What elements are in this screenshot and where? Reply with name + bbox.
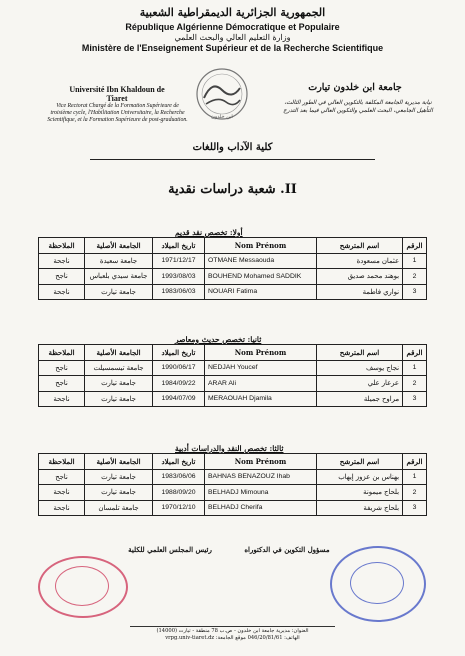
cell-fr-name: BAHNAS BENAZOUZ Ihab xyxy=(205,469,317,485)
cell-fr-name: BOUHEND Mohamed SADDIK xyxy=(205,269,317,285)
col-ar-name: اسم المترشح xyxy=(317,238,403,254)
cell-origin: جامعة تيسمسيلت xyxy=(85,360,153,376)
cell-origin: جامعة سيدي بلعباس xyxy=(85,269,153,285)
cell-ar-name: بلحاج ميمونة xyxy=(317,485,403,501)
cell-num: 3 xyxy=(403,500,427,516)
cell-origin: جامعة تيارت xyxy=(85,469,153,485)
cell-num: 3 xyxy=(403,284,427,300)
cell-origin: جامعة تيارت xyxy=(85,376,153,392)
faculty-title: كلية الآداب واللغات xyxy=(192,142,273,153)
group-2-title: ثانيا: تخصص حديث ومعاصر xyxy=(175,335,262,344)
group-1-table xyxy=(38,237,427,300)
table-header-row xyxy=(39,454,427,470)
vice-rectorat-fr: Vice Rectorat Chargé de la Formation Supérieure de troisième cycle, l'Habilitation Universitaire, la Recherche Scientifique, et la Formation Supérieure de post-graduation. xyxy=(47,103,188,123)
cell-num: 2 xyxy=(403,269,427,285)
cell-birth: 1984/09/22 xyxy=(153,376,205,392)
cell-birth: 1970/12/10 xyxy=(153,500,205,516)
footer-line-2: الهاتف: 046/20/81/61 موقع الجامعة: vrpg.univ-tiaret.dz xyxy=(165,635,300,641)
col-origin: الجامعة الأصلية xyxy=(85,345,153,361)
signature-doctorate-officer: مسؤول التكوين في الدكتوراه xyxy=(244,545,330,554)
section-title: II. شعبة دراسات نقدية xyxy=(168,182,297,197)
cell-note: ناجح xyxy=(39,469,85,485)
col-note: الملاحظة xyxy=(39,454,85,470)
vice-rectorat-ar: نيابة مديرية الجامعة المكلفة بالتكوين العالي في الطور الثالث، التأهيل الجامعي، البحث العلمي والتكوين العالي فيما بعد التدرج xyxy=(283,100,433,114)
col-note: الملاحظة xyxy=(39,238,85,254)
col-fr-name: Nom Prénom xyxy=(205,345,317,361)
table-row xyxy=(39,253,427,269)
cell-birth: 1971/12/17 xyxy=(153,253,205,269)
col-num: الرقم xyxy=(403,238,427,254)
table-row xyxy=(39,269,427,285)
cell-note: ناجحة xyxy=(39,485,85,501)
cell-fr-name: OTMANE Messaouda xyxy=(205,253,317,269)
table-row xyxy=(39,284,427,300)
footer-line-1: العنوان: مديرية جامعة ابن خلدون - ص.ب 78 منطقة - تيارت (14000) xyxy=(156,628,309,634)
cell-num: 3 xyxy=(403,391,427,407)
cell-birth: 1988/09/20 xyxy=(153,485,205,501)
logo-text: ابن خلدون xyxy=(211,114,233,120)
col-origin: الجامعة الأصلية xyxy=(85,454,153,470)
cell-origin: جامعة تيارت xyxy=(85,485,153,501)
table-header-row xyxy=(39,345,427,361)
cell-origin: جامعة تيارت xyxy=(85,391,153,407)
cell-note: ناجح xyxy=(39,376,85,392)
group-2-table xyxy=(38,344,427,407)
cell-origin: جامعة تيارت xyxy=(85,284,153,300)
signature-council-president: رئيس المجلس العلمي للكلية xyxy=(128,545,212,554)
group-3-title: ثالثا: تخصص النقد والدراسات أدبية xyxy=(175,444,284,453)
table-header-row xyxy=(39,238,427,254)
cell-birth: 1990/06/17 xyxy=(153,360,205,376)
footer-address xyxy=(130,626,335,642)
cell-note: ناجحة xyxy=(39,500,85,516)
cell-note: ناجحة xyxy=(39,253,85,269)
cell-num: 1 xyxy=(403,360,427,376)
cell-ar-name: مراوح جميلة xyxy=(317,391,403,407)
col-ar-name: اسم المترشح xyxy=(317,345,403,361)
cell-birth: 1983/06/06 xyxy=(153,469,205,485)
cell-num: 1 xyxy=(403,253,427,269)
cell-fr-name: ARAR Ali xyxy=(205,376,317,392)
cell-num: 2 xyxy=(403,376,427,392)
col-fr-name: Nom Prénom xyxy=(205,238,317,254)
header-republic-ar: الجمهورية الجزائرية الديمقراطية الشعبية xyxy=(139,6,326,19)
col-birth: تاريخ الميلاد xyxy=(153,345,205,361)
table-row xyxy=(39,469,427,485)
table-row xyxy=(39,376,427,392)
col-note: الملاحظة xyxy=(39,345,85,361)
cell-ar-name: بهناس بن عزوز إيهاب xyxy=(317,469,403,485)
col-ar-name: اسم المترشح xyxy=(317,454,403,470)
university-name-fr: Université Ibn Khaldoun de Tiaret xyxy=(69,85,165,103)
cell-ar-name: بوهند محمد صديق xyxy=(317,269,403,285)
table-row xyxy=(39,391,427,407)
cell-ar-name: عثمان مسعودة xyxy=(317,253,403,269)
cell-fr-name: MERAOUAH Djamila xyxy=(205,391,317,407)
divider xyxy=(90,159,375,160)
cell-note: ناجح xyxy=(39,269,85,285)
header-ministry-fr: Ministère de l'Enseignement Supérieur et de la Recherche Scientifique xyxy=(81,43,384,53)
cell-ar-name: نواري فاطمة xyxy=(317,284,403,300)
cell-note: ناجحة xyxy=(39,284,85,300)
cell-fr-name: BELHADJ Mimouna xyxy=(205,485,317,501)
cell-fr-name: NOUARI Fatima xyxy=(205,284,317,300)
header-ministry-ar: وزارة التعليم العالي والبحث العلمي xyxy=(174,33,291,42)
cell-origin: جامعة سعيدة xyxy=(85,253,153,269)
official-stamp-blue-inner xyxy=(350,562,404,604)
cell-ar-name: عرعار علي xyxy=(317,376,403,392)
cell-fr-name: NEDJAH Youcef xyxy=(205,360,317,376)
table-row xyxy=(39,500,427,516)
university-name-ar: جامعة ابن خلدون تيارت xyxy=(308,82,402,93)
group-3-table xyxy=(38,453,427,516)
table-row xyxy=(39,485,427,501)
cell-fr-name: BELHADJ Cherifa xyxy=(205,500,317,516)
table-row xyxy=(39,360,427,376)
cell-ar-name: نجاج يوسف xyxy=(317,360,403,376)
official-stamp-red-inner xyxy=(55,566,109,606)
header-republic-fr: République Algérienne Démocratique et Populaire xyxy=(125,22,340,32)
cell-num: 2 xyxy=(403,485,427,501)
cell-note: ناجحة xyxy=(39,391,85,407)
university-logo xyxy=(190,66,254,122)
col-fr-name: Nom Prénom xyxy=(205,454,317,470)
col-birth: تاريخ الميلاد xyxy=(153,238,205,254)
col-num: الرقم xyxy=(403,454,427,470)
cell-note: ناجح xyxy=(39,360,85,376)
cell-birth: 1993/08/03 xyxy=(153,269,205,285)
col-origin: الجامعة الأصلية xyxy=(85,238,153,254)
cell-birth: 1983/06/03 xyxy=(153,284,205,300)
cell-origin: جامعة تلمسان xyxy=(85,500,153,516)
col-num: الرقم xyxy=(403,345,427,361)
cell-birth: 1994/07/09 xyxy=(153,391,205,407)
cell-num: 1 xyxy=(403,469,427,485)
cell-ar-name: بلحاج شريفة xyxy=(317,500,403,516)
col-birth: تاريخ الميلاد xyxy=(153,454,205,470)
group-1-title: أولا: تخصص نقد قديم xyxy=(175,228,243,237)
